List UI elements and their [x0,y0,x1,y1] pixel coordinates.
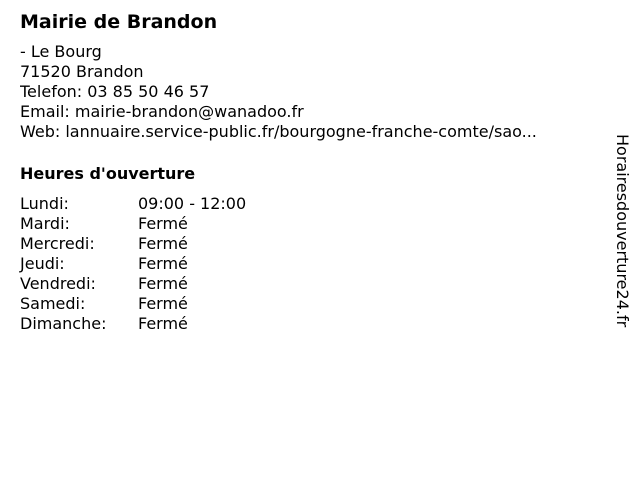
day-hours: Fermé [138,294,188,313]
day-label: Mardi: [20,214,70,233]
day-hours: Fermé [138,254,188,273]
day-hours: 09:00 - 12:00 [138,194,247,213]
hours-row-sunday [20,314,610,334]
day-label: Mercredi: [20,234,95,253]
opening-hours-heading: Heures d'ouverture [20,164,196,183]
hours-row-saturday [20,294,610,314]
day-label: Dimanche: [20,314,107,333]
phone-line: Telefon: 03 85 50 46 57 [20,82,210,101]
day-hours: Fermé [138,274,188,293]
day-hours: Fermé [138,214,188,233]
site-brand-watermark: Horairesdouverture24.fr [613,134,632,328]
day-hours: Fermé [138,314,188,333]
day-label: Vendredi: [20,274,96,293]
web-line: Web: lannuaire.service-public.fr/bourgogne-franche-comte/sao... [20,122,537,141]
day-label: Lundi: [20,194,69,213]
hours-row-thursday [20,254,610,274]
hours-row-monday [20,194,610,214]
business-card [20,10,610,334]
hours-row-tuesday [20,214,610,234]
day-label: Jeudi: [20,254,65,273]
email-line: Email: mairie-brandon@wanadoo.fr [20,102,304,121]
address-city: 71520 Brandon [20,62,144,81]
day-hours: Fermé [138,234,188,253]
page-title: Mairie de Brandon [20,11,218,33]
address-street: - Le Bourg [20,42,102,61]
hours-row-friday [20,274,610,294]
hours-row-wednesday [20,234,610,254]
day-label: Samedi: [20,294,86,313]
